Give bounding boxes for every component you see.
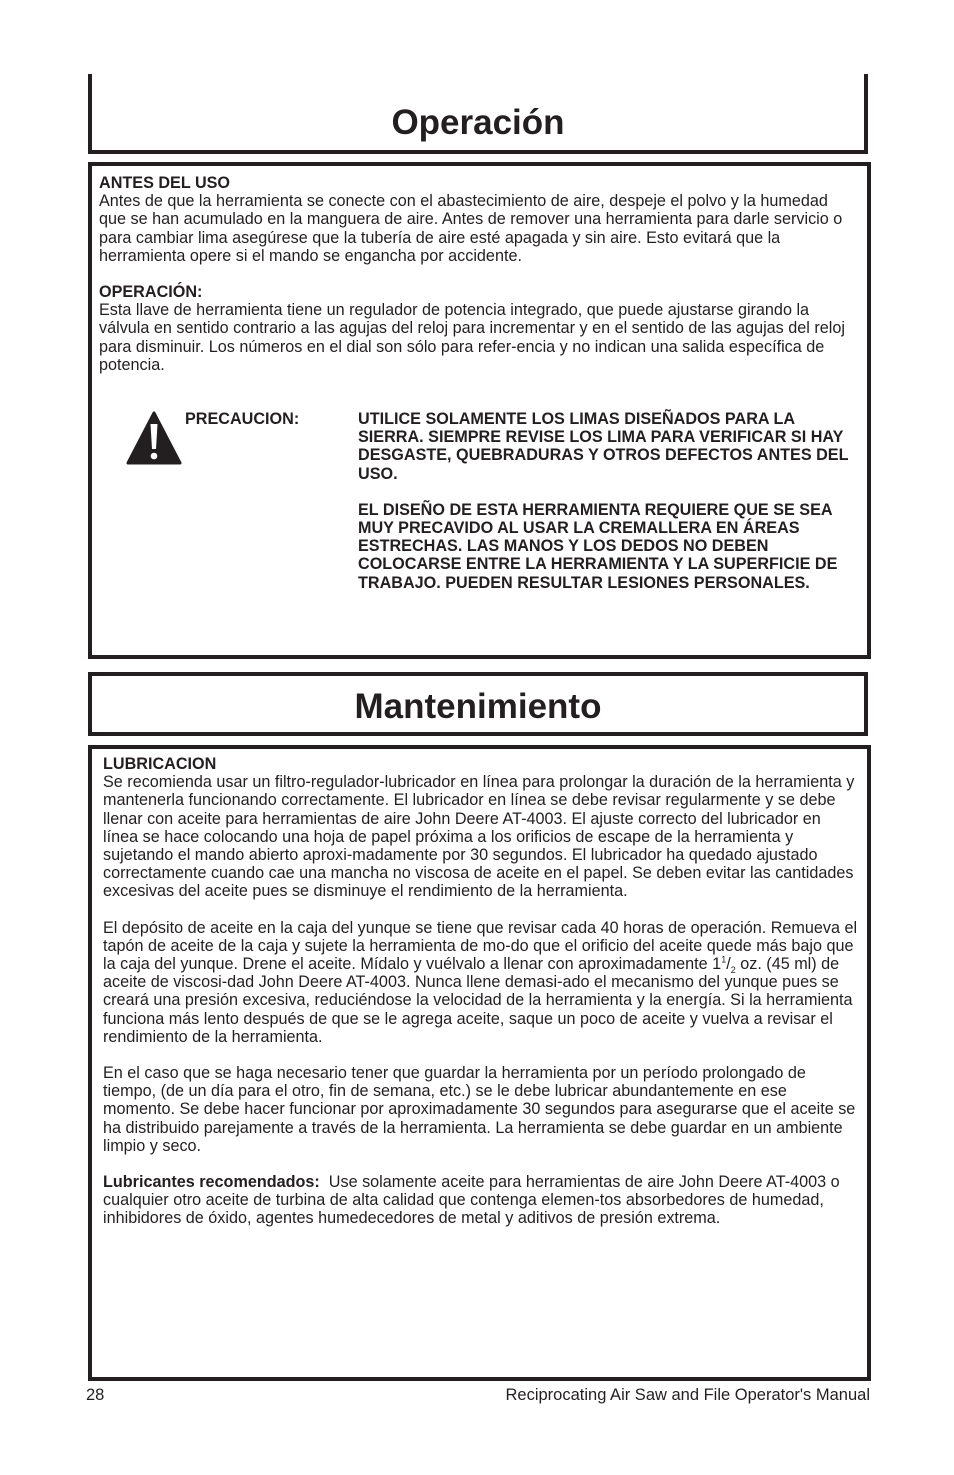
fraction-slash: / <box>726 955 731 974</box>
operacion-heading: OPERACIÓN: <box>99 283 203 302</box>
lubricacion-paragraph-2-start: El depósito de aceite en la caja del yunque se tiene que revisar cada 40 horas de operación. Remueva el tapón de aceite de la caja y sujete la herramienta de mo-do que el orificio del aceite quede más bajo que la caja del yunque. Drene el aceite. Mídalo y vuélvalo a llenar con aproximadamente 1 <box>103 918 858 974</box>
recommended-lubricants-text: Use solamente aceite para herramientas de aire John Deere AT-4003 o cualquier otro aceite de turbina de alta calidad que contenga elemen-tos absorbedores de humedad, inhibidores de óxido, agentes humedecedores de metal y aditivos de presión extrema. <box>103 1173 840 1228</box>
mantenimiento-title-box <box>88 672 868 736</box>
warning-triangle-icon <box>126 411 182 465</box>
lubricacion-paragraph-4 <box>103 1173 859 1228</box>
lubricacion-paragraph-1: Se recomienda usar un filtro-regulador-lubricador en línea para prolongar la duración de la herramienta y mantenerla funcionando correctamente. El lubricador en línea se debe revisar regularmente y se debe llenar con aceite para herramientas de aire John Deere AT-4003. El ajuste correcto del lubricador en línea se hace colocando una hoja de papel próxima a los orificios de escape de la herramienta y sujetando el mando abierto aproxi-madamente por 30 segundos. El lubricador ha quedado ajustado correctamente cuando cae una mancha no viscosa de aceite en el papel. Se deben evitar las cantidades excesivas del aceite pues se disminuye el rendimiento de la herramienta. <box>103 773 855 901</box>
antes-del-uso-heading: ANTES DEL USO <box>99 174 231 192</box>
antes-del-uso-text: Antes de que la herramienta se conecte con el abastecimiento de aire, despeje el polvo y la humedad que se han acumulado en la manguera de aire. Antes de remover una herramienta para darle servicio o para cambiar lima asegúrese que la tubería de aire esté apagada y sin aire. Esto evitará que la herramienta opere si el mando se engancha por accidente. <box>99 192 843 265</box>
operacion-title: Operación <box>391 103 565 142</box>
operacion-content-box <box>88 162 871 659</box>
recommended-lubricants-label: Lubricantes recomendados: <box>103 1173 320 1192</box>
operacion-text: Esta llave de herramienta tiene un regulador de potencia integrado, que puede ajustarse girando la válvula en sentido contrario a las agujas del reloj para incrementar y en el sentido de las agujas del reloj para disminuir. Los números en el dial son sólo para refer-encia y no indican una salida específica de potencia. <box>99 301 845 374</box>
caution-text-2: EL DISEÑO DE ESTA HERRAMIENTA REQUIERE QUE SE SEA MUY PRECAVIDO AL USAR LA CREMALLERA EN ÁREAS ESTRECHAS. LAS MANOS Y LOS DEDOS NO DEBEN COLOCARSE ENTRE LA HERRAMIENTA Y LA SUPERFICIE DE TRABAJO. PUEDEN RESULTAR LESIONES PERSONALES. <box>358 500 838 592</box>
lubricacion-paragraph-2 <box>103 919 859 1046</box>
caution-text <box>358 410 863 592</box>
operacion-title-box <box>88 74 868 154</box>
page-number: 28 <box>86 1386 105 1404</box>
caution-text-1: UTILICE SOLAMENTE LOS LIMAS DISEÑADOS PARA LA SIERRA. SIEMPRE REVISE LOS LIMA PARA VERIFICAR SI HAY DESGASTE, QUEBRADURAS Y OTROS DEFECTOS ANTES DEL USO. <box>358 410 849 483</box>
caution-label: PRECAUCION: <box>185 410 300 429</box>
caution-block <box>99 410 859 630</box>
mantenimiento-title: Mantenimiento <box>354 687 602 726</box>
fraction-numerator: 1 <box>721 954 727 965</box>
mantenimiento-content-box <box>88 745 871 1381</box>
fraction-denominator: 2 <box>730 965 736 976</box>
manual-title: Reciprocating Air Saw and File Operator's Manual <box>505 1386 870 1404</box>
lubricacion-heading: LUBRICACION <box>103 755 217 773</box>
lubricacion-paragraph-3: En el caso que se haga necesario tener que guardar la herramienta por un período prolongado de tiempo, (de un día para el otro, fin de semana, etc.) se le debe lubricar abundantemente en ese momento. Se debe hacer funcionar por aproximadamente 30 segundos para asegurarse que el aceite se ha distribuido parejamente a través de la herramienta. La herramienta se debe guardar en un ambiente limpio y seco. <box>103 1064 856 1155</box>
lubricacion-paragraph-2-end: oz. (45 ml) de aceite de viscosi-dad John Deere AT-4003. Nunca llene demasi-ado el mecanismo del yunque pues se creará una presión excesiva, reduciéndose la velocidad de la herramienta y la energía. Si la herramienta funciona más lento después de que se le agrega aceite, saque un poco de aceite y vuelva a revisar el rendimiento de la herramienta. <box>103 955 853 1046</box>
